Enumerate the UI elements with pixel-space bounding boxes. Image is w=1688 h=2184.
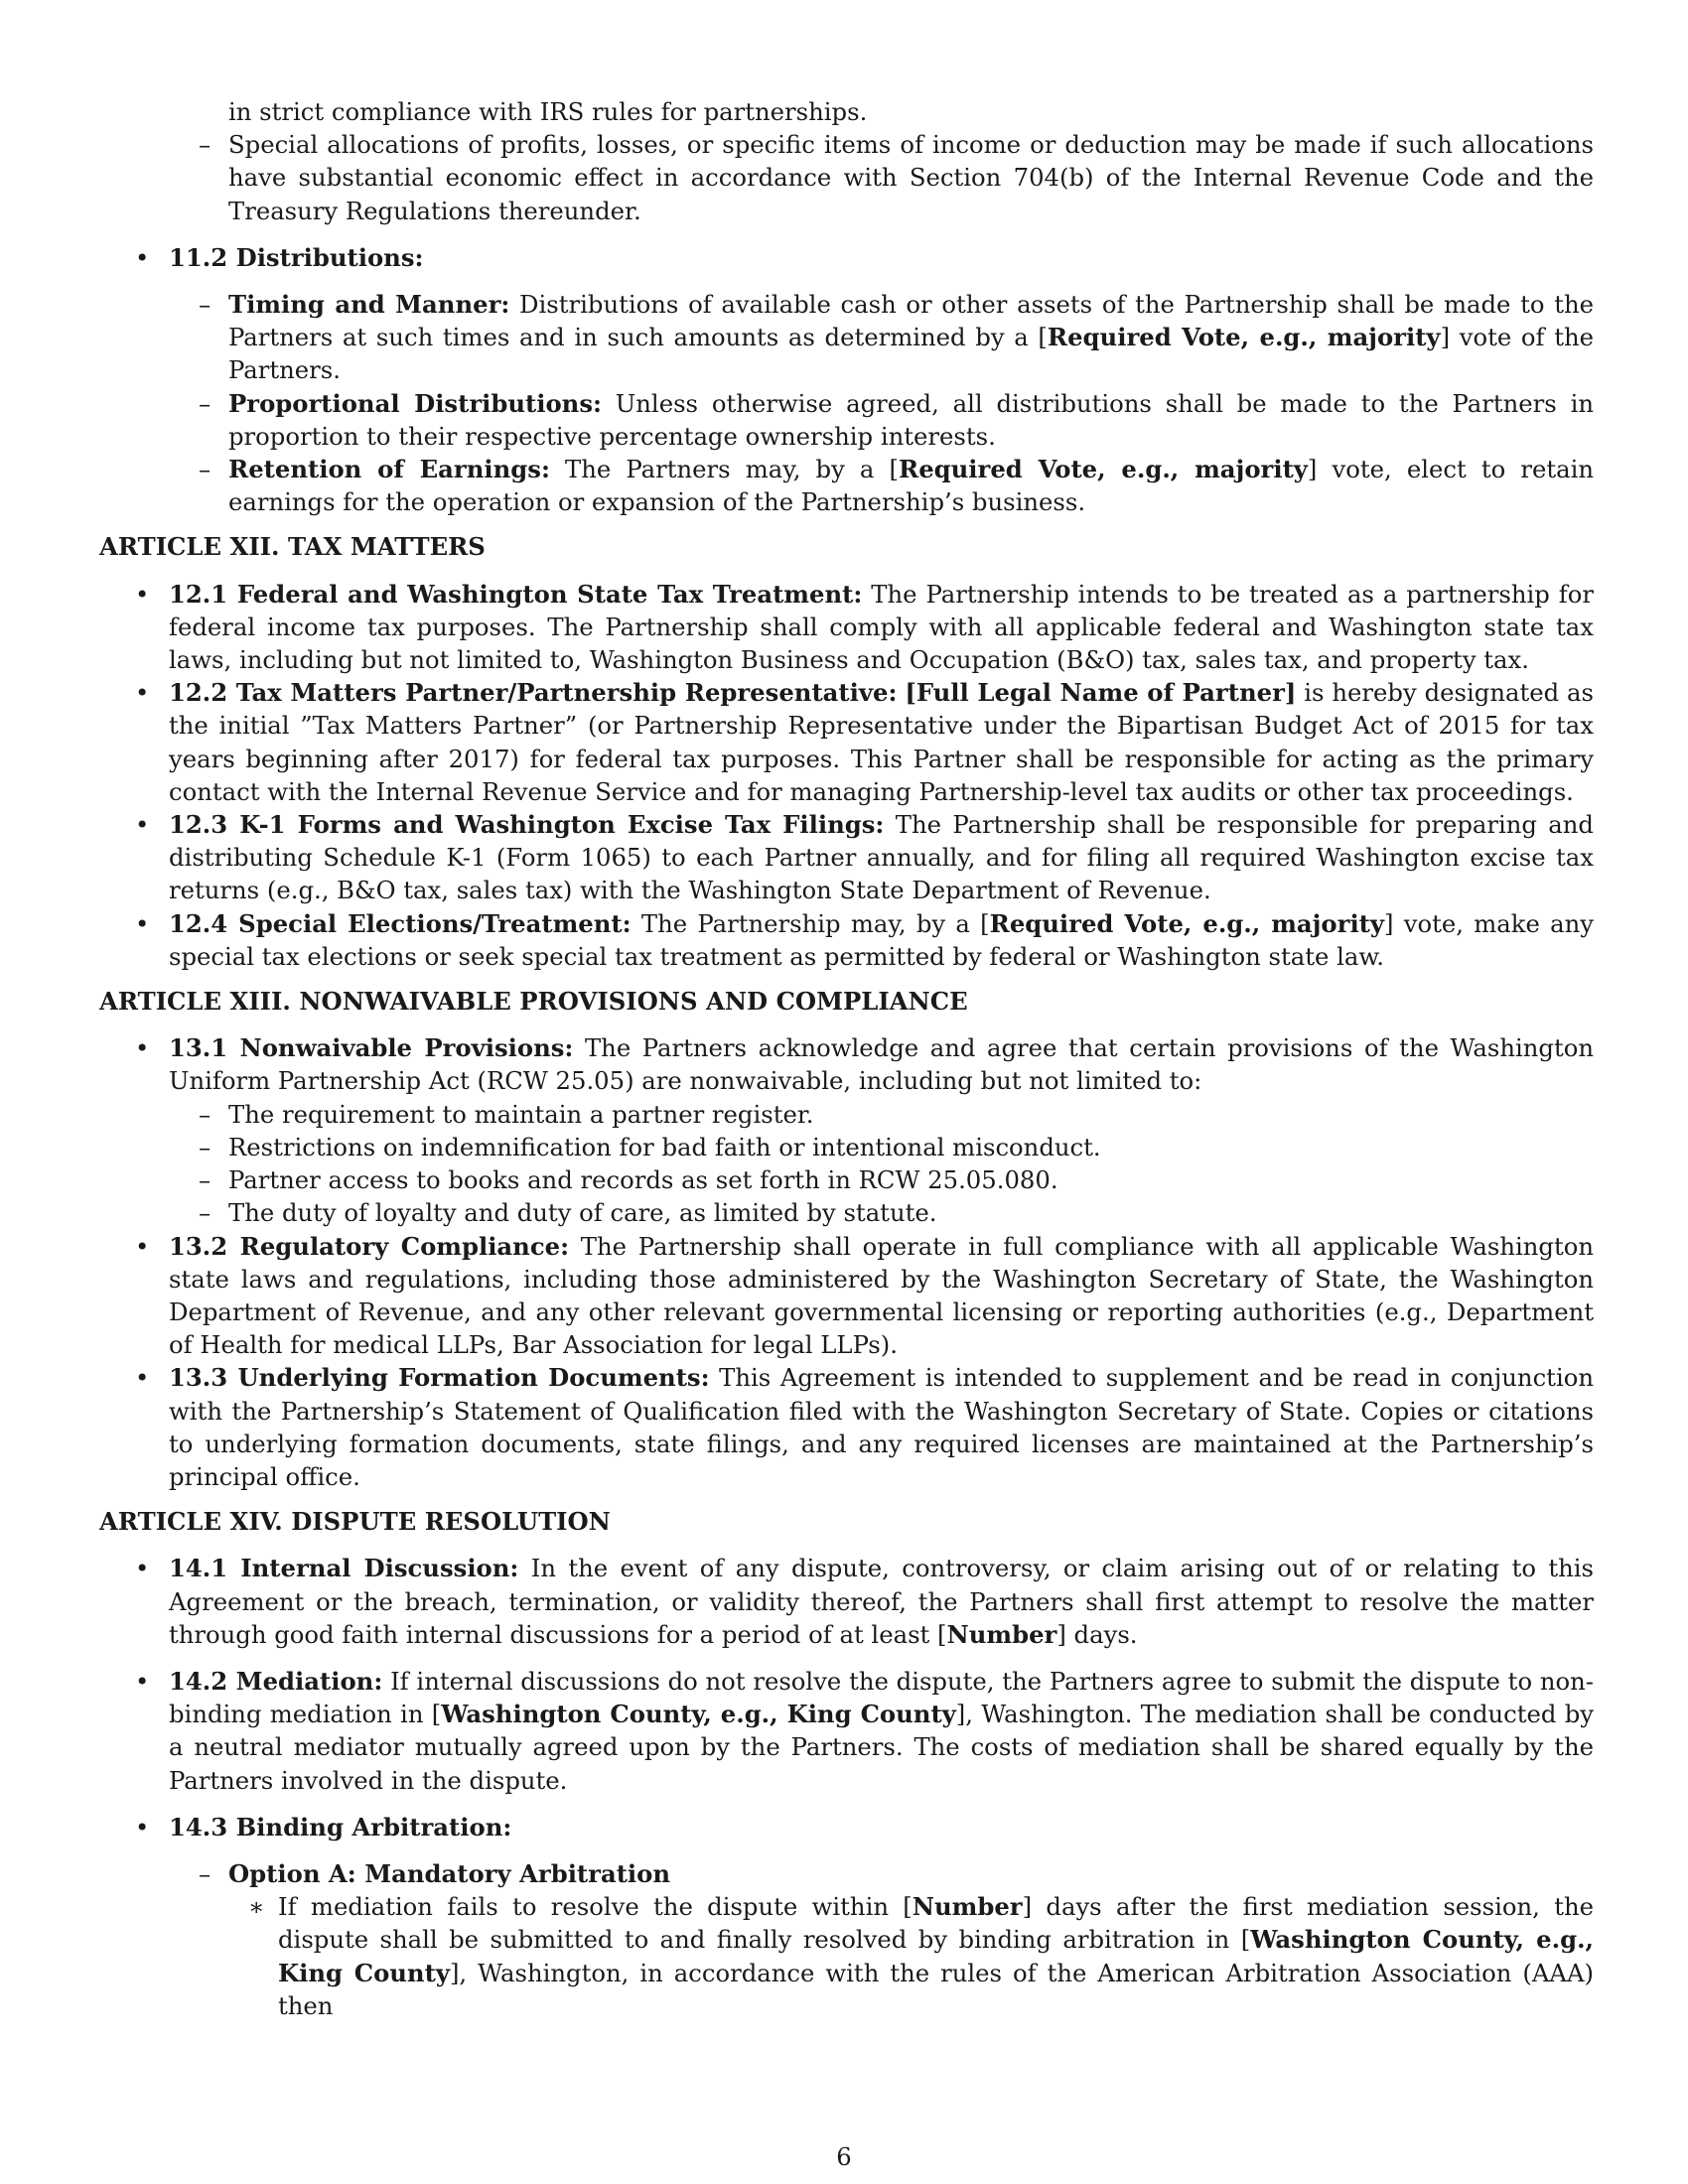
dash-marker: – — [199, 1858, 211, 1888]
special-allocations-text: Special allocations of profits, losses, or specific items of income or deduction may be made if such allocations have substantial economic effect in accordance with Section 704(b) of the Internal Revenue Code and the Treasury Regulations thereunder. — [228, 130, 1594, 225]
section-13-2-text: The Partnership shall operate in full compliance with all applicable Washington state laws and regulations, including those administered by the Washington Secretary of State, the Washington Department of Revenue, and any other relevant governmental licensing or reporting authorities (e.g., Department of Health for medical LLPs, Bar Association for legal LLPs). — [169, 1231, 1595, 1360]
section-14-3 — [99, 1811, 1594, 1843]
section-12-4-text: The Partnership may, by a [ — [631, 908, 990, 938]
section-11-2 — [99, 241, 1594, 274]
placeholder-county: Washington County, e.g., King County — [441, 1700, 956, 1729]
section-12-4-title: 12.4 Special Elections/Treatment: — [169, 908, 632, 938]
dash-marker: – — [199, 455, 211, 484]
section-13-2 — [99, 1230, 1594, 1362]
section-14-2-text: If internal discussions do not resolve the dispute, the Partners agree to submit the dispute to non-binding mediation in [ — [169, 1666, 1594, 1729]
bullet-marker: • — [135, 1812, 150, 1842]
timing-manner-title: Timing and Manner: — [228, 290, 510, 320]
section-12-2 — [99, 676, 1594, 808]
timing-manner-item — [99, 288, 1594, 387]
placeholder-required-vote: Required Vote, e.g., majority — [989, 908, 1385, 938]
dash-marker: – — [199, 1165, 211, 1195]
bullet-marker: • — [135, 1554, 150, 1583]
bullet-marker: • — [135, 1666, 150, 1696]
bullet-marker: • — [135, 1033, 150, 1063]
retention-earnings-text-end: ] vote, elect to retain earnings for the operation or expansion of the Partnership’s business. — [228, 455, 1594, 517]
section-14-3-title: 14.3 Binding Arbitration: — [169, 1812, 512, 1842]
bullet-marker: • — [135, 579, 150, 609]
section-14-1-text: In the event of any dispute, controversy, or claim arising out of or relating to this Agreement or the breach, termination, or validity thereof, the Partners shall first attempt to resolve the matter through good faith internal discussions for a period of at least [ — [169, 1554, 1594, 1649]
section-13-1-text: The Partners acknowledge and agree that certain provisions of the Washington Uniform Partnership Act (RCW 25.05) are nonwaivable, including but not limited to: — [169, 1033, 1595, 1096]
placeholder-required-vote: Required Vote, e.g., majority — [1047, 323, 1441, 352]
document-page — [99, 95, 1594, 2022]
dash-marker: – — [199, 290, 211, 320]
dash-marker: – — [199, 130, 211, 160]
section-13-1-title: 13.1 Nonwaivable Provisions: — [169, 1033, 574, 1063]
bullet-marker: • — [135, 1231, 150, 1261]
section-12-4-text-end: ] vote, make any special tax elections or seek special tax treatment as permitted by federal or Washington state law. — [169, 908, 1594, 971]
option-a-title: Option A: Mandatory Arbitration — [228, 1858, 671, 1888]
proportional-distributions-item — [99, 387, 1594, 453]
placeholder-number: Number — [912, 1892, 1023, 1922]
article-14-heading: ARTICLE XIV. DISPUTE RESOLUTION — [99, 1507, 611, 1537]
retention-earnings-text: The Partners may, by a [ — [549, 455, 899, 484]
nonwaivable-item — [99, 1163, 1594, 1196]
dash-marker: – — [199, 388, 211, 418]
proportional-distributions-text: Unless otherwise agreed, all distributions shall be made to the Partners in proportion to their respective percentage ownership interests. — [228, 388, 1594, 451]
section-14-2-title: 14.2 Mediation: — [169, 1666, 383, 1696]
retention-earnings-item — [99, 453, 1594, 518]
placeholder-partner-name: [Full Legal Name of Partner] — [905, 678, 1297, 708]
carryover-line — [99, 95, 1594, 128]
proportional-distributions-title: Proportional Distributions: — [228, 388, 602, 418]
option-a-text: If mediation fails to resolve the dispute within [ — [278, 1892, 913, 1922]
option-a-item — [99, 1857, 1594, 1890]
special-allocations-item — [99, 128, 1594, 227]
nonwaivable-item — [99, 1098, 1594, 1131]
section-12-3-title: 12.3 K-1 Forms and Washington Excise Tax Filings: — [169, 810, 885, 840]
timing-manner-text: Distributions of available cash or other assets of the Partnership shall be made to the Partners at such times and in such amounts as determined by a [ — [228, 290, 1594, 352]
section-13-2-title: 13.2 Regulatory Compliance: — [169, 1231, 570, 1261]
bullet-marker: • — [135, 242, 150, 272]
section-12-3-text: The Partnership shall be responsible for preparing and distributing Schedule K-1 (Form 1065) to each Partner annually, and for filing all required Washington excise tax returns (e.g., B&O tax, sales tax) with the Washington State Department of Revenue. — [169, 810, 1594, 905]
nonwaivable-item — [99, 1131, 1594, 1163]
section-14-2-text-end: ], Washington. The mediation shall be conducted by a neutral mediator mutually agreed upon by the Partners. The costs of mediation shall be shared equally by the Partners involved in the dispute. — [169, 1700, 1594, 1795]
section-14-1 — [99, 1552, 1594, 1651]
option-a-clause — [99, 1890, 1594, 2022]
asterisk-marker: ∗ — [248, 1892, 265, 1922]
retention-earnings-title: Retention of Earnings: — [228, 455, 550, 484]
section-13-1 — [99, 1031, 1594, 1097]
nonwaivable-item-text: The requirement to maintain a partner register. — [228, 1099, 814, 1129]
carryover-text: in strict compliance with IRS rules for partnerships. — [228, 97, 868, 126]
dash-marker: – — [199, 1198, 211, 1228]
bullet-marker: • — [135, 810, 150, 840]
option-a-text-end: ], Washington, in accordance with the rules of the American Arbitration Association (AAA) then — [278, 1958, 1594, 2020]
section-12-1-text: The Partnership intends to be treated as a partnership for federal income tax purposes. The Partnership shall comply with all applicable federal and Washington state tax laws, including but not limited to, Washington Business and Occupation (B&O) tax, sales tax, and property tax. — [169, 579, 1594, 675]
bullet-marker: • — [135, 1363, 150, 1393]
bullet-marker: • — [135, 678, 150, 708]
bullet-marker: • — [135, 908, 150, 938]
dash-marker: – — [199, 1099, 211, 1129]
placeholder-number: Number — [946, 1619, 1057, 1649]
section-12-4 — [99, 907, 1594, 973]
nonwaivable-item-text: Partner access to books and records as set forth in RCW 25.05.080. — [228, 1165, 1058, 1195]
placeholder-county: Washington County, e.g., King County — [278, 1925, 1594, 1987]
section-12-1 — [99, 578, 1594, 677]
nonwaivable-item-text: Restrictions on indemnification for bad faith or intentional misconduct. — [228, 1132, 1101, 1161]
nonwaivable-item-text: The duty of loyalty and duty of care, as limited by statute. — [228, 1198, 937, 1228]
section-13-3-text: This Agreement is intended to supplement and be read in conjunction with the Partnership’s Statement of Qualification filed with the Washington Secretary of State. Copies or citations to underlying formation documents, state filings, and any required licenses are maintained at the Partnership’s principal office. — [169, 1363, 1594, 1491]
section-12-2-title: 12.2 Tax Matters Partner/Partnership Representative: — [169, 678, 898, 708]
page-number: 6 — [836, 2142, 852, 2171]
section-14-2 — [99, 1665, 1594, 1797]
section-13-3 — [99, 1361, 1594, 1493]
nonwaivable-item — [99, 1196, 1594, 1229]
section-12-1-title: 12.1 Federal and Washington State Tax Treatment: — [169, 579, 863, 609]
dash-marker: – — [199, 1132, 211, 1161]
section-13-3-title: 13.3 Underlying Formation Documents: — [169, 1363, 710, 1393]
option-a-text-mid: ] days after the first mediation session, the dispute shall be submitted to and finally resolved by binding arbitration in [ — [278, 1892, 1594, 1955]
section-14-1-text-end: ] days. — [1056, 1619, 1138, 1649]
section-12-3 — [99, 808, 1594, 907]
article-12-heading: ARTICLE XII. TAX MATTERS — [99, 532, 486, 562]
section-11-2-title: 11.2 Distributions: — [169, 242, 424, 272]
timing-manner-text-end: ] vote of the Partners. — [228, 323, 1594, 385]
section-14-1-title: 14.1 Internal Discussion: — [169, 1554, 519, 1583]
section-12-2-text: is hereby designated as the initial ”Tax Matters Partner” (or Partnership Representative under the Bipartisan Budget Act of 2015 for tax years beginning after 2017) for federal tax purposes. This Partner shall be responsible for acting as the primary contact with the Internal Revenue Service and for managing Partnership-level tax audits or other tax proceedings. — [169, 678, 1594, 806]
article-13-heading: ARTICLE XIII. NONWAIVABLE PROVISIONS AND COMPLIANCE — [99, 987, 968, 1017]
placeholder-required-vote: Required Vote, e.g., majority — [899, 455, 1308, 484]
